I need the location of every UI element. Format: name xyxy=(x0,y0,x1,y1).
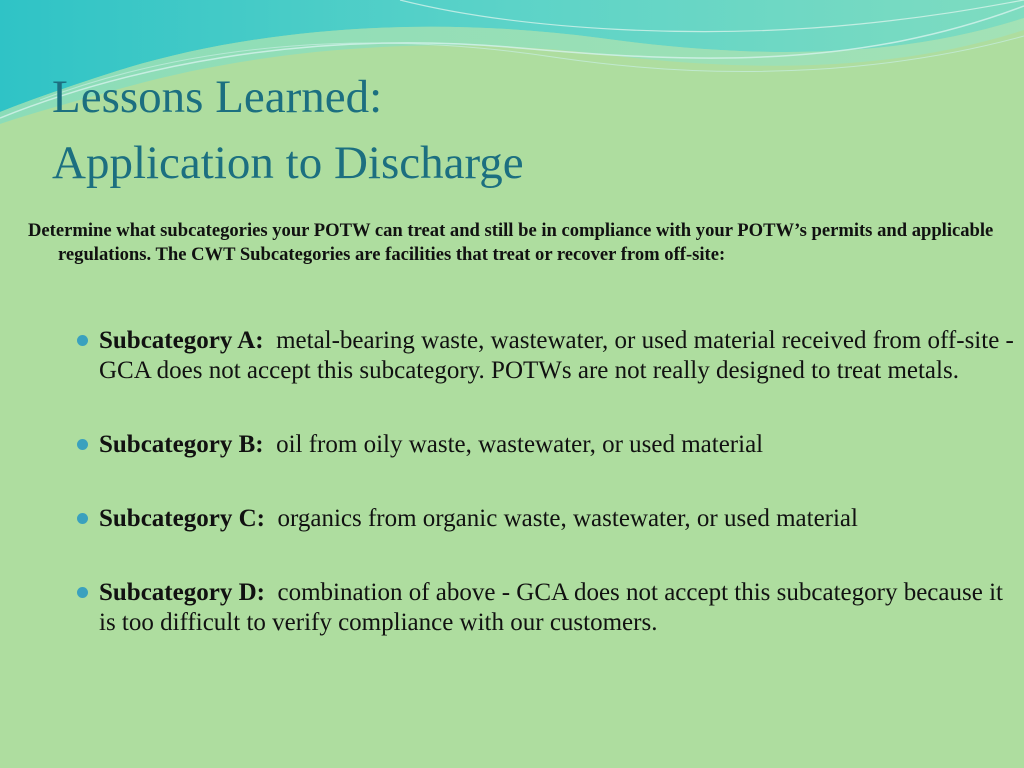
bullet-dot-icon xyxy=(77,335,88,346)
intro-paragraph: Determine what subcategories your POTW can treat and still be in compliance with your POTW’s permits and applicable regulations. The CWT Subcategories are facilities that treat or recover from off-site: xyxy=(28,220,994,265)
list-item-subcategory-d xyxy=(77,578,1022,638)
subcategory-list xyxy=(77,326,1022,682)
slide-title-line-2: Application to Discharge xyxy=(52,137,524,189)
subcategory-description: combination of above - GCA does not accept this subcategory because it is too difficult to verify compliance with our customers. xyxy=(99,579,1003,636)
slide-title xyxy=(52,64,524,196)
bullet-dot-icon xyxy=(77,513,88,524)
subcategory-description: oil from oily waste, wastewater, or used material xyxy=(276,431,764,458)
list-item-subcategory-a xyxy=(77,326,1022,386)
list-item-subcategory-b xyxy=(77,430,1022,460)
subcategory-label: Subcategory A: xyxy=(99,327,264,354)
subcategory-label: Subcategory D: xyxy=(99,579,265,606)
subcategory-label: Subcategory C: xyxy=(99,505,265,532)
bullet-dot-icon xyxy=(77,439,88,450)
subcategory-description: metal-bearing waste, wastewater, or used material received from off-site - GCA does not accept this subcategory. POTWs are not really designed to treat metals. xyxy=(99,327,1014,384)
list-item-subcategory-c xyxy=(77,504,1022,534)
subcategory-label: Subcategory B: xyxy=(99,431,264,458)
bullet-dot-icon xyxy=(77,587,88,598)
subcategory-description: organics from organic waste, wastewater, or used material xyxy=(277,505,858,532)
slide-title-line-1: Lessons Learned: xyxy=(52,71,383,123)
